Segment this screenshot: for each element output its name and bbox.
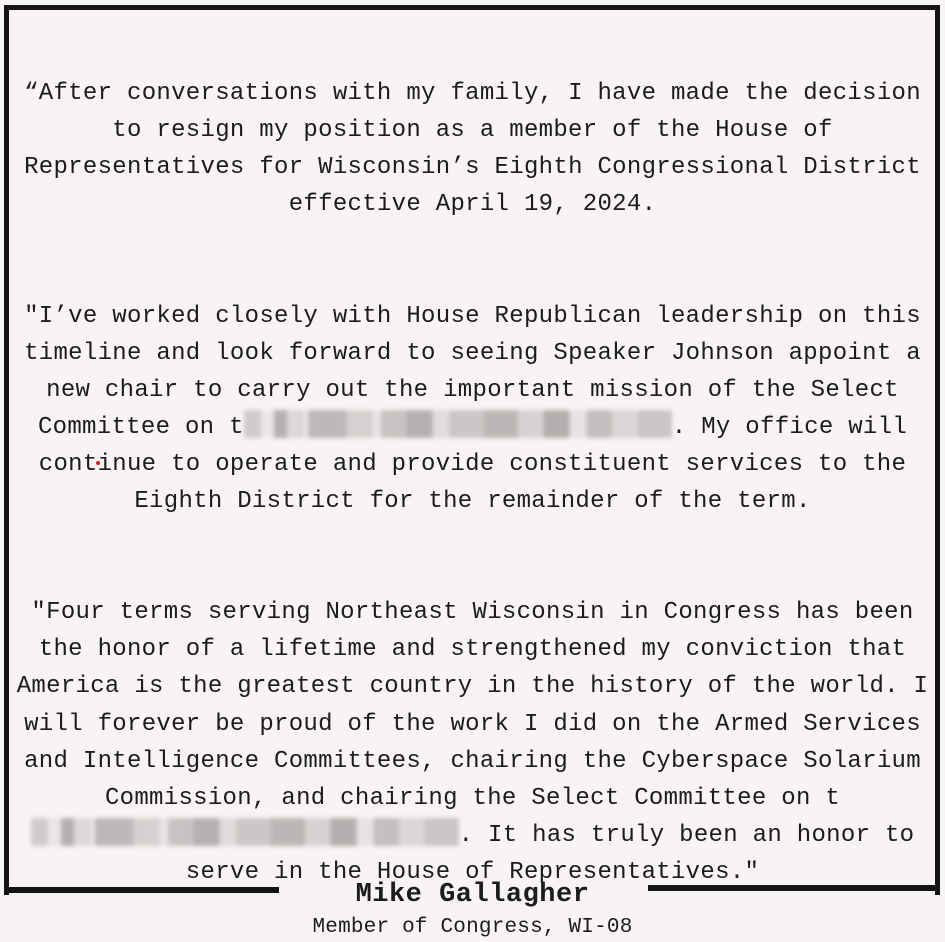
paragraph-3-text-end: . It has truly been an honor to serve in the House of Representatives.": [185, 821, 915, 886]
paragraph-2-text-end: inue to operate and provide constituent services to the Eighth District for the remainder of the term.: [97, 450, 907, 516]
paragraph-3-text-start: "Four terms serving Northeast Wisconsin in Congress has been the honor of a lifetime and strengthened my conviction that America is the greatest country in the history of the world. I will forever be proud of the work I did on the Armed Services and Intelligence Committees, chairing the Cyberspace Solarium Commission, and chairing the Select Committee on t: [16, 599, 929, 812]
paragraph-2-text-middle: . My office will cont: [38, 413, 908, 478]
signer-title: Member of Congress, WI-08: [312, 916, 633, 939]
paragraph-2-text-start: "I’ve worked closely with House Republican leadership on this timeline and look forward to seeing Speaker Johnson appoint a new chair to carry out the important mission of the Select Committee on t: [24, 302, 921, 441]
signer-name: Mike Gallagher: [355, 880, 590, 910]
frame-left-border: [4, 5, 9, 895]
paragraph-1-text: “After conversations with my family, I have made the decision to resign my position as a member of the House of Representatives for Wisconsin’s Eighth Congressional District effective April 19, 2024.: [24, 80, 921, 219]
statement-paragraph-3: [12, 594, 933, 891]
statement-paragraph-2: [12, 298, 933, 521]
statement-paragraph-1: [12, 75, 933, 223]
frame-right-border: [935, 5, 940, 895]
redacted-text-block: [244, 410, 672, 438]
frame-top-border: [4, 5, 940, 10]
redacted-text-block: [31, 818, 459, 846]
statement-body: [12, 38, 933, 928]
